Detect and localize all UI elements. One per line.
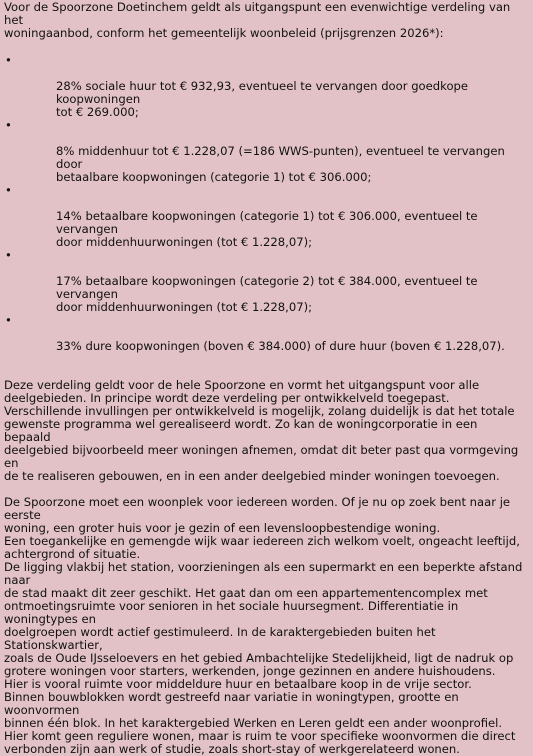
bullet-icon: • bbox=[5, 313, 12, 327]
allocation-item-expensive bbox=[4, 314, 527, 353]
allocation-text: 8% middenhuur tot € 1.228,07 (=186 WWS-punten), eventueel te vervangen door betaalbare koopwoningen (categorie 1) tot € 306.000; bbox=[56, 144, 505, 184]
housing-allocation-list bbox=[4, 54, 527, 353]
spacer bbox=[4, 353, 527, 366]
housing-for-everyone-paragraph: De Spoorzone moet een woonplek voor iedereen worden. Of je nu op zoek bent naar je eerste woning, een groter huis voor je gezin of een levensloopbestendige woning. Een toegankelijke en gemengde wijk waar iedereen zich welkom voelt, ongeacht leeftijd, achtergrond of situatie. De ligging vlakbij het station, voorzieningen als een supermarkt en een beperkte afstand naar de stad maakt dit zeer geschikt. Het gaat dan om een appartementencomplex met ontmoetingsruimte voor senioren in het sociale huursegment. Differentiatie in woningtypes en doelgroepen wordt actief gestimuleerd. In de karaktergebieden buiten het Stationskwartier, zoals de Oude IJsseloevers en het gebied Ambachtelijke Stedelijkheid, ligt de nadruk op grotere woningen voor starters, werkenden, jonge gezinnen en andere huishoudens. Hier is vooral ruimte voor middeldure huur en betaalbare koop in de vrije sector. Binnen bouwblokken wordt gestreefd naar variatie in woningtypen, grootte en woonvormen binnen één blok. In het karaktergebied Werken en Leren geldt een ander woonprofiel. Hier komt geen reguliere wonen, maar is ruim te voor specifieke woonvormen die direct verbonden zijn aan werk of studie, zoals short-stay of werkgerelateerd wonen. bbox=[4, 495, 523, 756]
bullet-icon: • bbox=[5, 248, 12, 262]
allocation-item-affordable-buy-cat1 bbox=[4, 184, 527, 249]
allocation-item-mid-rent bbox=[4, 119, 527, 184]
allocation-text: 14% betaalbare koopwoningen (categorie 1) tot € 306.000, eventueel te vervangen door middenhuurwoningen (tot € 1.228,07); bbox=[56, 209, 478, 249]
bullet-icon: • bbox=[5, 183, 12, 197]
allocation-text: 17% betaalbare koopwoningen (categorie 2) tot € 384.000, eventueel te vervangen door middenhuurwoningen (tot € 1.228,07); bbox=[56, 274, 478, 314]
distribution-paragraph: Deze verdeling geldt voor de hele Spoorzone en vormt het uitgangspunt voor alle deelgebieden. In principe wordt deze verdeling per ontwikkelveld toegepast. Verschillende invullingen per ontwikkelveld is mogelijk, zolang duidelijk is dat het totale gewenste programma wel gerealiseerd wordt. Zo kan de woningcorporatie in een bepaald deelgebied bijvoorbeeld meer woningen afnemen, omdat dit beter past qua vormgeving en de te realiseren gebouwen, en in een ander deelgebied minder woningen toevoegen. bbox=[4, 378, 519, 483]
bullet-icon: • bbox=[5, 53, 12, 67]
allocation-item-affordable-buy-cat2 bbox=[4, 249, 527, 314]
allocation-item-social-rent bbox=[4, 54, 527, 119]
allocation-text: 33% dure koopwoningen (boven € 384.000) of dure huur (boven € 1.228,07). bbox=[56, 339, 505, 353]
intro-text: Voor de Spoorzone Doetinchem geldt als uitgangspunt een evenwichtige verdeling van het woningaanbod, conform het gemeentelijk woonbeleid (prijsgrenzen 2026*): bbox=[4, 0, 511, 40]
bullet-icon: • bbox=[5, 118, 12, 132]
allocation-text: 28% sociale huur tot € 932,93, eventueel te vervangen door goedkope koopwoningen tot € 269.000; bbox=[56, 79, 469, 119]
